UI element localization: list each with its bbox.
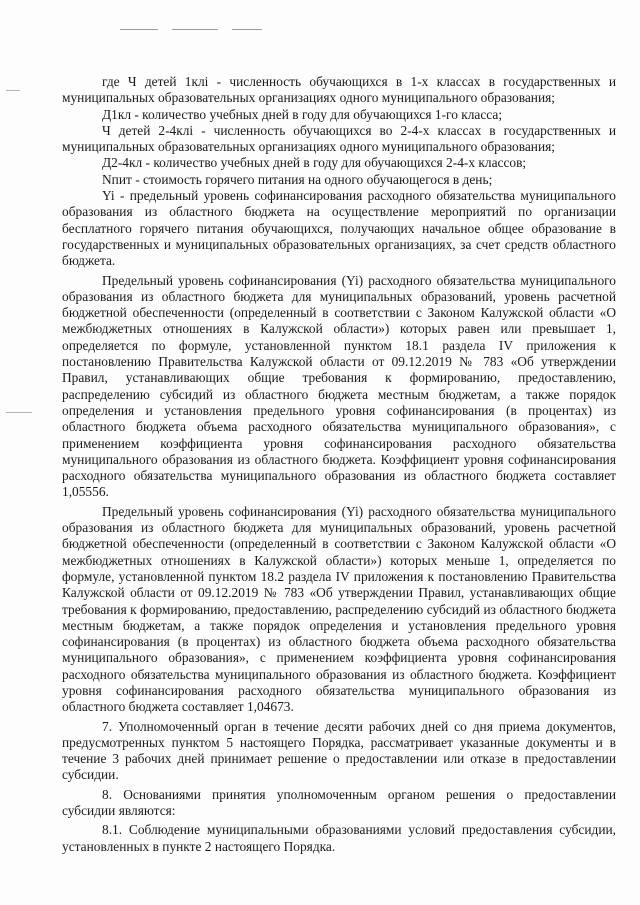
paragraph-definition-d24: Д2-4кл - количество учебных дней в году для обучающихся 2-4-х классов;	[102, 155, 527, 171]
paragraph-definition-ch1: где Ч детей 1клi - численность обучающихся в 1-х классах в государственных и муниципальных образовательных организациях одного муниципального образования;	[62, 74, 616, 106]
paragraph-definition-yi: Yi - предельный уровень софинансирования расходного обязательства муниципального образования из областного бюджета на осуществление мероприятий по организации бесплатного горячего питания обучающихся, получающих начальное общее образование в государственных и муниципальных образовательных организациях, за счет средств областного бюджета.	[62, 188, 616, 269]
paragraph-item-8: 8. Основаниями принятия уполномоченным органом решения о предоставлении субсидии являются:	[62, 786, 616, 819]
paragraph-cofinancing-level-low: Предельный уровень софинансирования (Yi) расходного обязательства муниципального образования из областного бюджета для муниципальных образований, уровень расчетной бюджетной обеспеченности (определенный в соответствии с Законом Калужской области «О межбюджетных отношениях в Калужской области») которых меньше 1, определяется по формуле, установленной пунктом 18.2 раздела IV приложения к постановлению Правительства Калужской области от 09.12.2019 № 783 «Об утверждении Правил, устанавливающих общие требования к формированию, предоставлению, распределению субсидий из областного бюджета местным бюджетам, а также порядок определения и установления предельного уровня софинансирования (в процентах) из областного бюджета объема расходного обязательства муниципального образования», с применением коэффициента уровня софинансирования расходного обязательства муниципального образования из областного бюджета. Коэффициент уровня софинансирования расходного обязательства муниципального образования из областного бюджета составляет 1,04673.	[62, 503, 616, 715]
paragraph-definition-ch24: Ч детей 2-4клi - численность обучающихся во 2-4-х классах в государственных и муниципальных образовательных организациях одного муниципального образования;	[62, 122, 616, 155]
scan-margin-mark	[6, 90, 20, 91]
paragraph-cofinancing-level-high: Предельный уровень софинансирования (Yi) расходного обязательства муниципального образования из областного бюджета для муниципальных образований, уровень расчетной бюджетной обеспеченности (определенный в соответствии с Законом Калужской области «О межбюджетных отношениях в Калужской области») которых равен или превышает 1, определяется по формуле, установленной пунктом 18.1 раздела IV приложения к постановлению Правительства Калужской области от 09.12.2019 № 783 «Об утверждении Правил, устанавливающих общие требования к формированию, предоставлению, распределению субсидий из областного бюджета местным бюджетам, а также порядок определения и установления предельного уровня софинансирования (в процентах) из областного бюджета объема расходного обязательства муниципального образования», с применением коэффициента уровня софинансирования расходного обязательства муниципального образования из областного бюджета. Коэффициент уровня софинансирования расходного обязательства муниципального образования из областного бюджета составляет 1,05556.	[62, 272, 616, 500]
paragraph-item-7: 7. Уполномоченный орган в течение десяти рабочих дней со дня приема документов, предусмотренных пунктом 5 настоящего Порядка, рассматривает указанные документы и в течение 3 рабочих дней принимает решение о предоставлении или отказе в предоставлении субсидии.	[62, 718, 616, 783]
scan-header-marks	[120, 22, 320, 36]
paragraph-item-8-1: 8.1. Соблюдение муниципальными образованиями условий предоставления субсидии, установленных в пункте 2 настоящего Порядка.	[62, 822, 616, 854]
paragraph-definition-d1: Д1кл - количество учебных дней в году для обучающихся 1-го класса;	[102, 106, 503, 122]
paragraph-definition-npit: Nпит - стоимость горячего питания на одного обучающегося в день;	[102, 171, 493, 187]
document-body	[62, 74, 616, 855]
scan-margin-mark	[6, 412, 32, 413]
